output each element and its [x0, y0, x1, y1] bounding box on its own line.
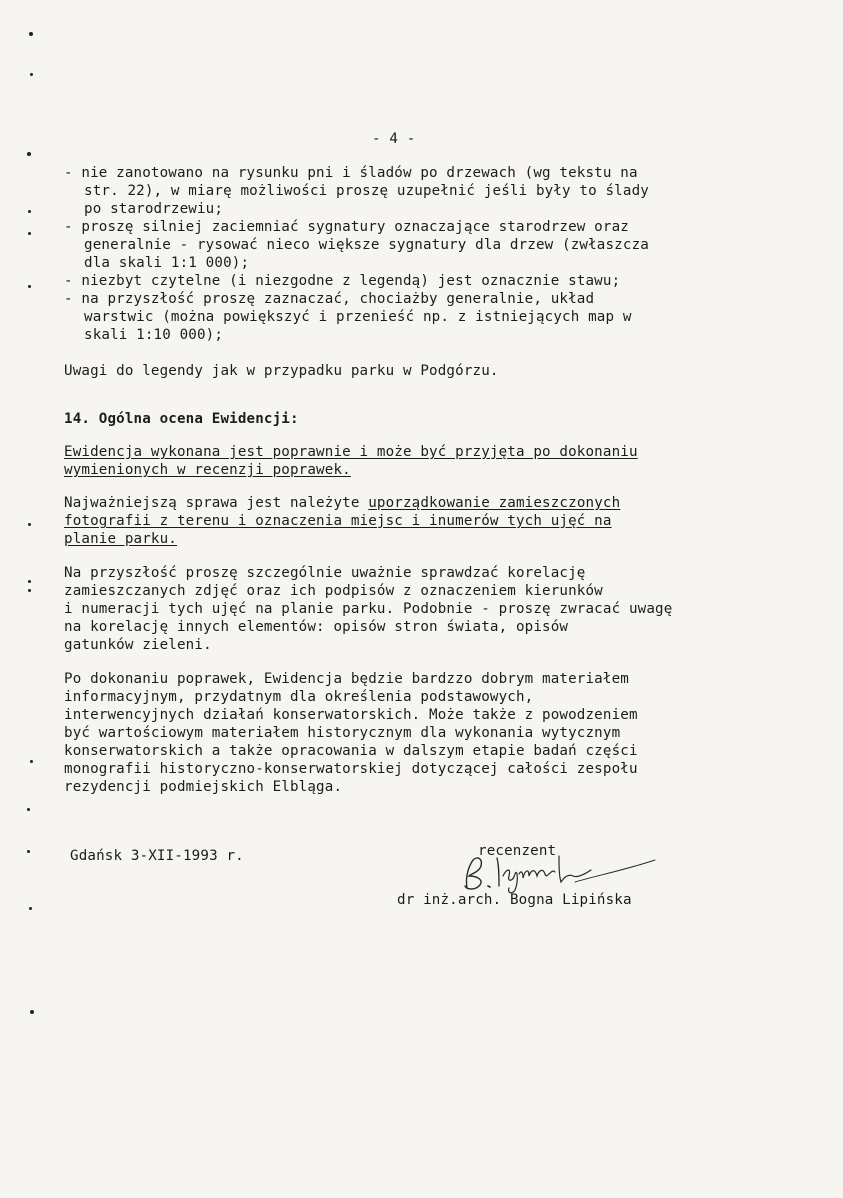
- page-number: - 4 -: [372, 131, 416, 147]
- section-title: 14. Ogólna ocena Ewidencji:: [64, 411, 299, 427]
- list-line: - nie zanotowano na rysunku pni i śladów po drzewach (wg tekstu na: [64, 165, 638, 181]
- binder-mark: [28, 285, 31, 288]
- binder-mark: [28, 232, 31, 235]
- legend-note: Uwagi do legendy jak w przypadku parku w Podgórzu.: [64, 363, 499, 379]
- binder-mark: [29, 32, 33, 36]
- paragraph-line: i numeracji tych ujęć na planie parku. Podobnie - proszę zwracać uwagę: [64, 601, 673, 617]
- reviewer-role: recenzent: [478, 843, 557, 859]
- paragraph-line: Na przyszłość proszę szczególnie uważnie sprawdzać korelację: [64, 565, 586, 581]
- paragraph-line: planie parku.: [64, 531, 177, 547]
- binder-mark: [27, 152, 31, 156]
- paragraph-line: na korelację innych elementów: opisów stron świata, opisów: [64, 619, 569, 635]
- list-line: - niezbyt czytelne (i niezgodne z legendą) jest oznacznie stawu;: [64, 273, 621, 289]
- binder-mark: [27, 850, 30, 853]
- paragraph-line: gatunków zieleni.: [64, 637, 212, 653]
- list-line: warstwic (można powiększyć i przenieść np. z istniejących map w: [84, 309, 632, 325]
- binder-mark: [29, 907, 32, 910]
- paragraph-line: rezydencji podmiejskich Elbląga.: [64, 779, 343, 795]
- binder-mark: [28, 210, 31, 213]
- assessment-line: wymienionych w recenzji poprawek.: [64, 462, 351, 478]
- paragraph-line: [64, 494, 620, 512]
- paragraph-line: fotografii z terenu i oznaczenia miejsc i inumerów tych ujęć na: [64, 513, 612, 529]
- list-line: generalnie - rysować nieco większe sygnatury dla drzew (zwłaszcza: [84, 237, 649, 253]
- list-line: po starodrzewiu;: [84, 201, 224, 217]
- paragraph-line: konserwatorskich a także opracowania w dalszym etapie badań części: [64, 743, 638, 759]
- binder-mark: [30, 760, 33, 763]
- binder-mark: [30, 73, 33, 76]
- list-line: skali 1:10 000);: [84, 327, 224, 343]
- binder-mark: [28, 589, 31, 592]
- binder-mark: [30, 1010, 34, 1014]
- paragraph-line: monografii historyczno-konserwatorskiej dotyczącej całości zespołu: [64, 761, 638, 777]
- list-line: - na przyszłość proszę zaznaczać, chociażby generalnie, układ: [64, 291, 595, 307]
- binder-mark: [28, 523, 31, 526]
- assessment-line: Ewidencja wykonana jest poprawnie i może być przyjęta po dokonaniu: [64, 444, 638, 460]
- paragraph-line: informacyjnym, przydatnym dla określenia podstawowych,: [64, 689, 534, 705]
- date-place: Gdańsk 3-XII-1993 r.: [70, 848, 244, 864]
- binder-mark: [27, 808, 30, 811]
- paragraph-line: Po dokonaniu poprawek, Ewidencja będzie bardzzo dobrym materiałem: [64, 671, 629, 687]
- paragraph-line: być wartościowym materiałem historycznym dla wykonania wytycznym: [64, 725, 621, 741]
- paragraph-line: interwencyjnych działań konserwatorskich. Może także z powodzeniem: [64, 707, 638, 723]
- list-line: - proszę silniej zaciemniać sygnatury oznaczające starodrzew oraz: [64, 219, 629, 235]
- list-line: dla skali 1:1 000);: [84, 255, 250, 271]
- underlined-text: uporządkowanie zamieszczonych: [368, 495, 621, 511]
- paragraph-line: zamieszczanych zdjęć oraz ich podpisów z oznaczeniem kierunków: [64, 583, 603, 599]
- binder-mark: [28, 580, 31, 583]
- paragraph-text: Najważniejszą sprawa jest należyte: [64, 495, 369, 511]
- signer-name: dr inż.arch. Bogna Lipińska: [397, 892, 632, 908]
- list-line: str. 22), w miarę możliwości proszę uzupełnić jeśli były to ślady: [84, 183, 649, 199]
